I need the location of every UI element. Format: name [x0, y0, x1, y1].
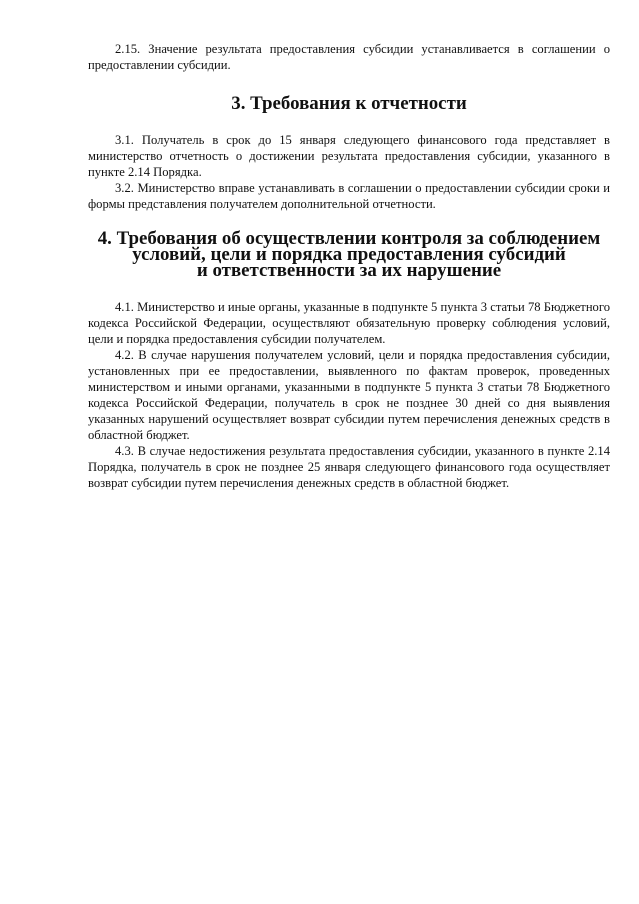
section-3-heading: 3. Требования к отчетности — [231, 93, 467, 114]
section-4-heading-line: 4. Требования об осуществлении контроля за соблюдением — [97, 228, 601, 249]
document-content — [88, 41, 610, 491]
paragraph-3-1: 3.1. Получатель в срок до 15 января следующего финансового года представляет в министерство отчетность о достижении результата предоставления субсидии, указанного в пункте 2.14 Порядка. — [88, 133, 610, 179]
spacer — [88, 112, 610, 132]
paragraph-4-3: 4.3. В случае недостижения результата предоставления субсидии, указанного в пункте 2.14 Порядка, получатель в срок не позднее 25 января следующего финансового года осуществляет возврат субсидии путем перечисления денежных средств в областной бюджет. — [88, 444, 610, 490]
section-4-heading-line: и ответственности за их нарушение — [196, 260, 502, 281]
section-4-heading — [88, 228, 610, 281]
paragraph-3-2: 3.2. Министерство вправе устанавливать в соглашении о предоставлении субсидии сроки и формы представления получателем дополнительной отчетности. — [88, 181, 610, 211]
paragraph-2-15: 2.15. Значение результата предоставления субсидии устанавливается в соглашении о предоставлении субсидии. — [88, 42, 610, 72]
spacer — [88, 279, 610, 299]
paragraph-4-2: 4.2. В случае нарушения получателем условий, цели и порядка предоставления субсидии, установленных при ее предоставлении, выявленного по фактам проверок, проведенных министерством и иными органами, указанными в подпункте 5 пункта 3 статьи 78 Бюджетного кодекса Российской Федерации, получатель в срок не позднее 30 дней со дня выявления указанных нарушений осуществляет возврат субсидии путем перечисления денежных средств в областной бюджет. — [88, 348, 610, 442]
section-4-heading-line: условий, цели и порядка предоставления субсидий — [132, 244, 566, 265]
paragraph-4-1: 4.1. Министерство и иные органы, указанные в подпункте 5 пункта 3 статьи 78 Бюджетного кодекса Российской Федерации, осуществляют обязательную проверку соблюдения условий, цели и порядка предоставления субсидии получателем. — [88, 300, 610, 346]
